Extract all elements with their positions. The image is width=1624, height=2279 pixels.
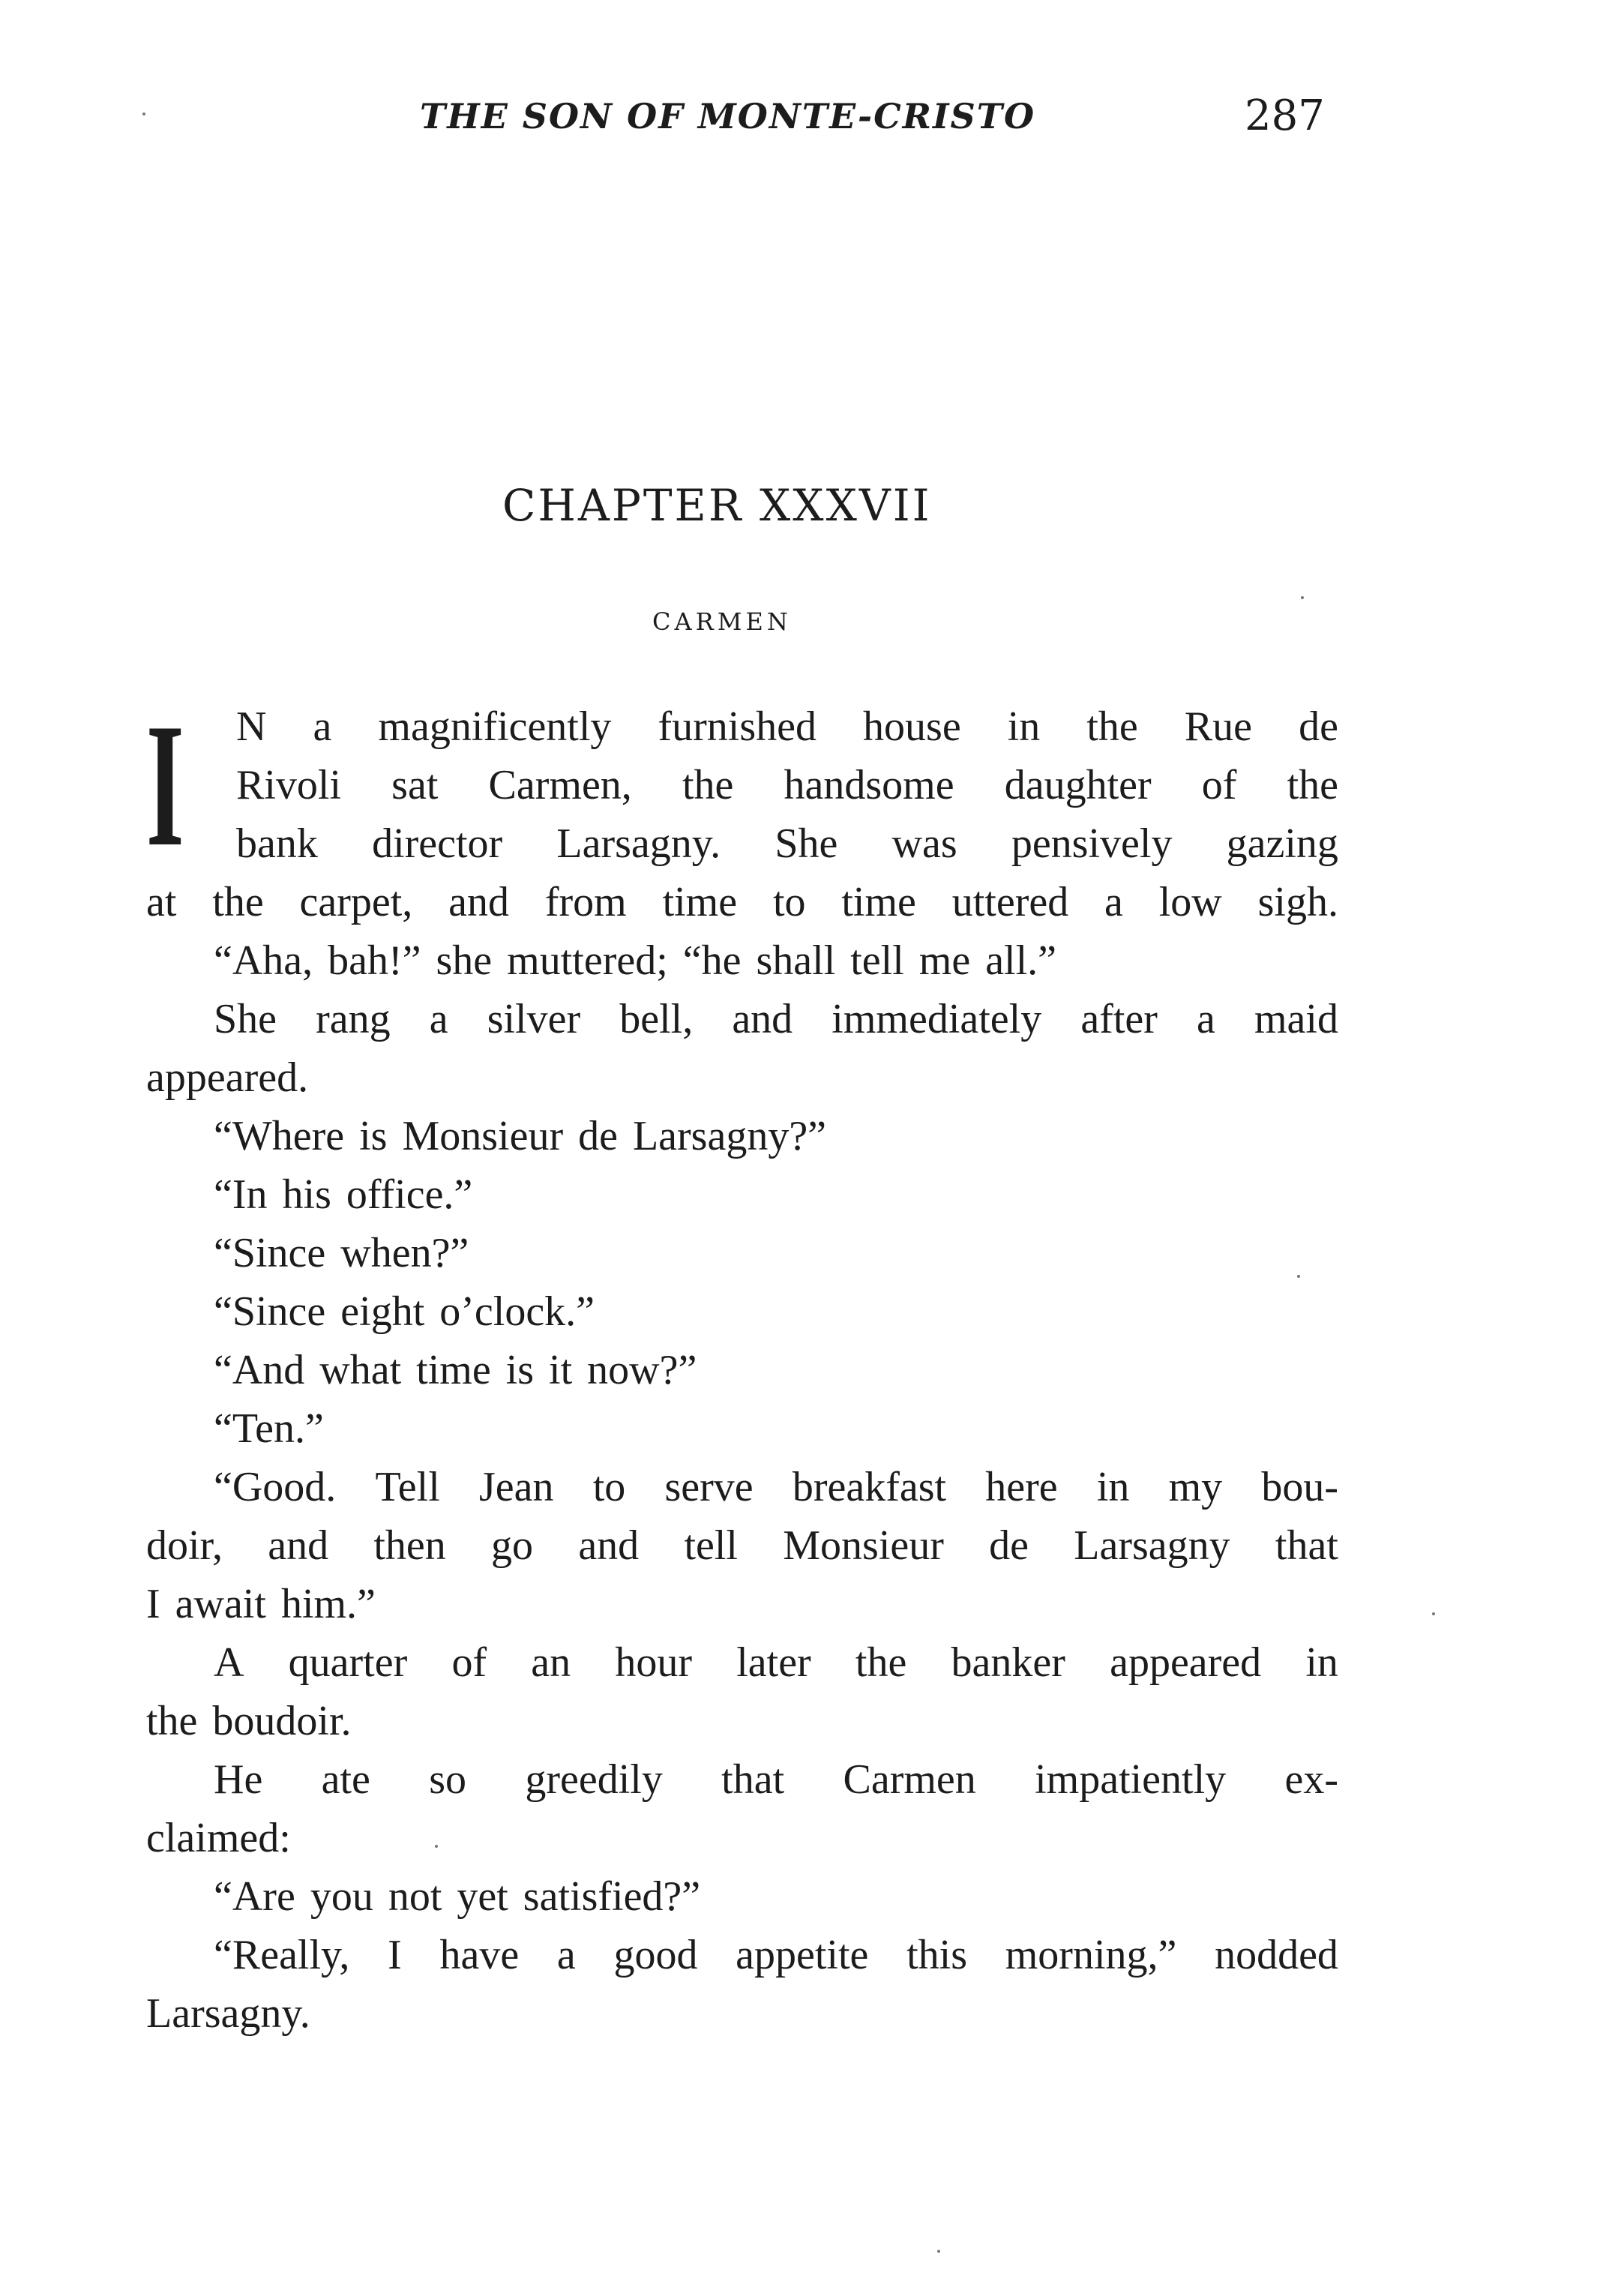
word: yet — [457, 1873, 508, 1920]
text-line — [146, 990, 1338, 1048]
word: bank — [236, 820, 318, 867]
word: time — [841, 879, 916, 925]
word: maid — [1254, 996, 1338, 1042]
print-speck — [1432, 1612, 1435, 1615]
word: sat — [391, 762, 439, 808]
word: me — [918, 937, 971, 984]
word: breakfast — [792, 1464, 947, 1510]
word: daughter — [1004, 762, 1152, 808]
word: serve — [664, 1464, 754, 1510]
word: appeared — [1110, 1639, 1262, 1686]
word: boudoir. — [212, 1698, 352, 1744]
word: is — [359, 1113, 388, 1159]
word: quarter — [288, 1639, 408, 1686]
word: Larsagny?” — [632, 1113, 827, 1159]
word: claimed: — [146, 1815, 291, 1861]
text-line — [146, 1516, 1338, 1575]
word: impatiently — [1035, 1756, 1227, 1803]
word: appeared. — [146, 1054, 309, 1101]
word: director — [372, 820, 503, 867]
word: the — [855, 1639, 907, 1686]
word: of — [451, 1639, 487, 1686]
drop-cap-container — [146, 688, 221, 883]
word: greedily — [525, 1756, 663, 1803]
word: shall — [756, 937, 836, 984]
word: gazing — [1226, 820, 1338, 867]
word: this — [906, 1932, 968, 1978]
text-line — [146, 873, 1338, 931]
word: bou- — [1261, 1464, 1338, 1510]
word: de — [578, 1113, 618, 1159]
word: bell, — [619, 996, 694, 1042]
word: I — [388, 1932, 402, 1978]
word: I — [146, 1581, 160, 1627]
word: the — [1086, 703, 1138, 750]
text-line — [146, 931, 1338, 990]
word: was — [891, 820, 957, 867]
word: await — [175, 1581, 266, 1627]
print-speck — [937, 2250, 940, 2253]
word: muttered; — [507, 937, 668, 984]
word: Monsieur — [783, 1522, 944, 1569]
word: “he — [682, 937, 742, 984]
word: in — [1305, 1639, 1338, 1686]
word: a — [313, 703, 332, 750]
text-line — [146, 1107, 1338, 1165]
word: go — [491, 1522, 534, 1569]
word: and — [268, 1522, 329, 1569]
word: bah!” — [328, 937, 421, 984]
print-speck — [435, 1845, 438, 1848]
word: the — [212, 879, 264, 925]
chapter-title: CHAPTER XXXVII — [502, 480, 932, 531]
word: what — [319, 1347, 402, 1393]
word: after — [1080, 996, 1158, 1042]
word: not — [388, 1873, 442, 1920]
word: so — [429, 1756, 467, 1803]
word: ex- — [1284, 1756, 1338, 1803]
word: “Are — [214, 1873, 295, 1920]
word: immediately — [831, 996, 1042, 1042]
word: banker — [951, 1639, 1065, 1686]
word: handsome — [784, 762, 954, 808]
text-line — [146, 1282, 1338, 1341]
word: when?” — [340, 1230, 469, 1276]
text-line — [146, 697, 1338, 756]
word: house — [863, 703, 961, 750]
word: sigh. — [1257, 879, 1338, 925]
running-head: THE SON OF MONTE-CRISTO — [420, 96, 1036, 136]
word: in — [1096, 1464, 1130, 1510]
text-line — [146, 1750, 1338, 1809]
word: then — [373, 1522, 446, 1569]
word: a — [556, 1932, 576, 1978]
text-line — [146, 1633, 1338, 1692]
word: Larsagny. — [556, 820, 721, 867]
word: Larsagny — [1074, 1522, 1230, 1569]
word: “Ten.” — [214, 1405, 324, 1452]
word: she — [436, 937, 493, 984]
word: from — [544, 879, 627, 925]
body-text — [146, 688, 1338, 2043]
text-line — [146, 814, 1338, 873]
word: “Since — [214, 1230, 326, 1276]
word: later — [736, 1639, 811, 1686]
word: de — [989, 1522, 1029, 1569]
text-line — [146, 1809, 1338, 1867]
word: the — [146, 1698, 198, 1744]
word: now?” — [587, 1347, 697, 1393]
word: you — [310, 1873, 373, 1920]
word: eight — [340, 1288, 425, 1335]
print-speck — [1297, 1275, 1300, 1278]
word: here — [985, 1464, 1058, 1510]
word: uttered — [951, 879, 1069, 925]
word: an — [531, 1639, 571, 1686]
text-line — [146, 1458, 1338, 1516]
word: his — [282, 1171, 331, 1218]
word: silver — [487, 996, 581, 1042]
print-speck — [1301, 596, 1304, 599]
text-line — [146, 756, 1338, 814]
word: ate — [321, 1756, 370, 1803]
word: She — [214, 996, 277, 1042]
word: magnificently — [378, 703, 612, 750]
word: all.” — [985, 937, 1057, 984]
print-speck — [142, 112, 145, 115]
text-line — [146, 1341, 1338, 1399]
word: Rue — [1184, 703, 1253, 750]
word: that — [721, 1756, 785, 1803]
word: and — [448, 879, 510, 925]
word: appetite — [736, 1932, 869, 1978]
text-line — [146, 1165, 1338, 1224]
word: hour — [615, 1639, 693, 1686]
word: Larsagny. — [146, 1990, 310, 2037]
word: pensively — [1011, 820, 1173, 867]
text-line — [146, 1048, 1338, 1107]
text-line — [146, 1399, 1338, 1458]
text-line — [146, 1926, 1338, 1984]
word: to — [772, 879, 806, 925]
word: Rivoli — [236, 762, 342, 808]
word: tell — [684, 1522, 738, 1569]
text-line — [146, 1867, 1338, 1926]
word: good — [613, 1932, 698, 1978]
word: N — [236, 703, 267, 750]
word: Jean — [478, 1464, 554, 1510]
word: de — [1299, 703, 1338, 750]
page-number: 287 — [1245, 91, 1325, 140]
word: of — [1201, 762, 1237, 808]
word: Tell — [375, 1464, 440, 1510]
word: in — [1007, 703, 1041, 750]
word: to — [592, 1464, 626, 1510]
text-line — [146, 1575, 1338, 1633]
text-line — [146, 1984, 1338, 2043]
word: time — [416, 1347, 491, 1393]
word: office.” — [346, 1171, 473, 1218]
word: low — [1158, 879, 1222, 925]
word: Carmen — [843, 1756, 976, 1803]
word: a — [1197, 996, 1215, 1042]
word: time — [662, 879, 738, 925]
word: and — [578, 1522, 640, 1569]
chapter-subtitle: CARMEN — [652, 607, 792, 636]
word: She — [775, 820, 838, 867]
word: it — [549, 1347, 573, 1393]
word: “In — [214, 1171, 268, 1218]
word: doir, — [146, 1522, 223, 1569]
word: the — [682, 762, 734, 808]
word: He — [214, 1756, 263, 1803]
word: tell — [850, 937, 904, 984]
word: A — [214, 1639, 244, 1686]
word: have — [439, 1932, 520, 1978]
word: at — [146, 879, 177, 925]
word: “And — [214, 1347, 305, 1393]
word: the — [1287, 762, 1338, 808]
word: “Since — [214, 1288, 326, 1335]
word: “Aha, — [214, 937, 313, 984]
word: furnished — [658, 703, 816, 750]
word: is — [505, 1347, 535, 1393]
word: “Really, — [214, 1932, 350, 1978]
word: “Good. — [214, 1464, 337, 1510]
word: a — [1104, 879, 1123, 925]
word: morning,” — [1005, 1932, 1177, 1978]
text-line — [146, 1692, 1338, 1750]
word: a — [429, 996, 448, 1042]
word: rang — [316, 996, 391, 1042]
word: and — [732, 996, 793, 1042]
word: “Where — [214, 1113, 345, 1159]
word: that — [1275, 1522, 1338, 1569]
word: my — [1168, 1464, 1223, 1510]
word: Monsieur — [402, 1113, 564, 1159]
word: him.” — [280, 1581, 376, 1627]
text-line — [146, 1224, 1338, 1282]
word: o’clock.” — [439, 1288, 595, 1335]
word: satisfied?” — [523, 1873, 701, 1920]
drop-cap: I — [146, 688, 184, 883]
word: carpet, — [299, 879, 413, 925]
word: nodded — [1215, 1932, 1338, 1978]
word: Carmen, — [488, 762, 632, 808]
